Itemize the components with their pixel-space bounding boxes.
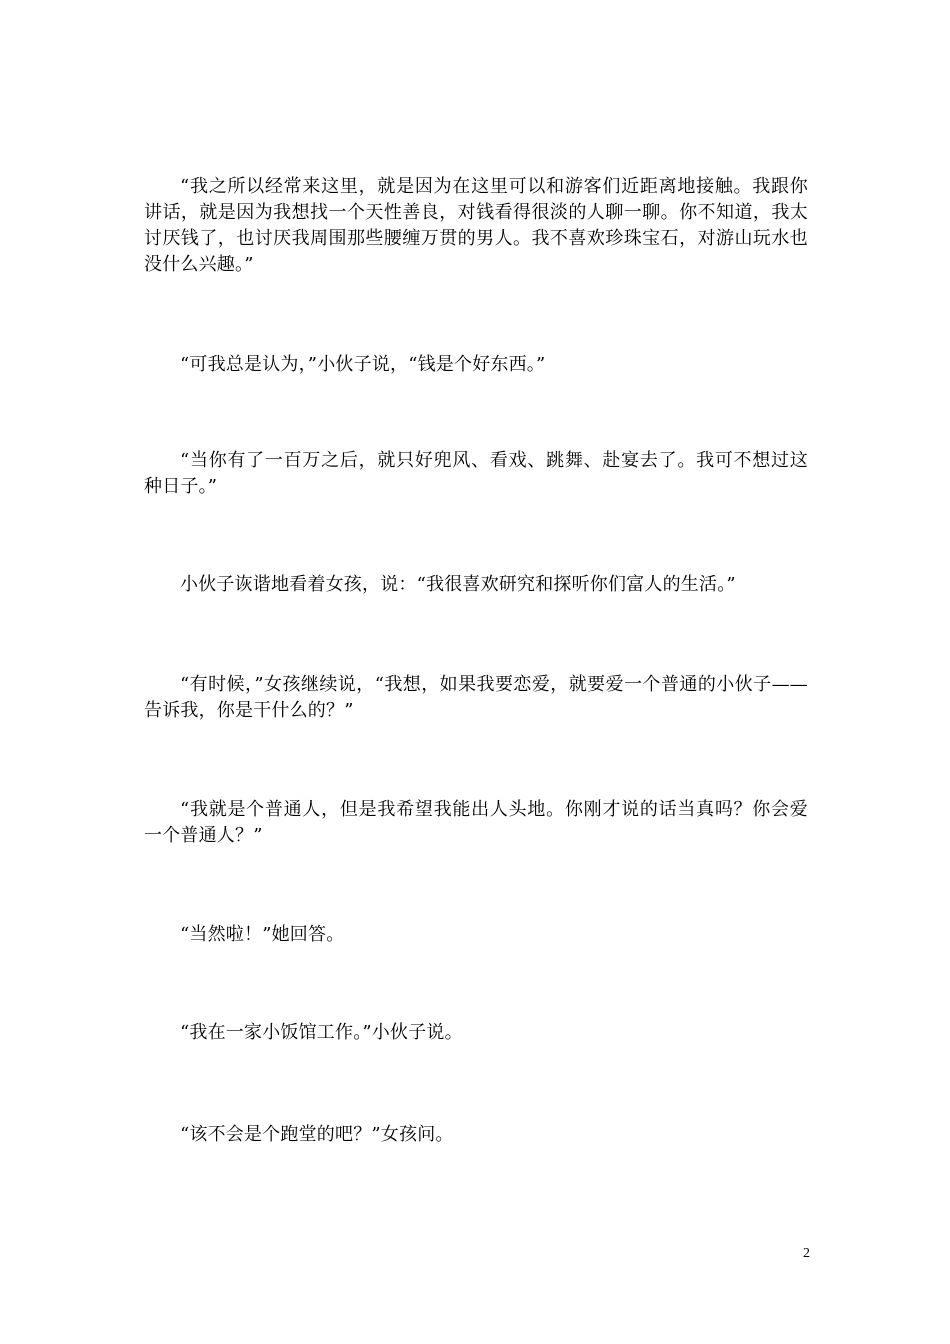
paragraph-7: “当然啦！”她回答。 bbox=[180, 924, 345, 945]
paragraph-4: 小伙子诙谐地看着女孩，说：“我很喜欢研究和探听你们富人的生活。” bbox=[180, 574, 736, 595]
paragraph-3: “当你有了一百万之后，就只好兜风、看戏、跳舞、赴宴去了。我可不想过这种日子。” bbox=[144, 450, 808, 497]
page-number: 2 bbox=[803, 1246, 810, 1261]
paragraph-5: “有时候，”女孩继续说，“我想，如果我要恋爱，就要爱一个普通的小伙子——告诉我，你是干什么的？” bbox=[144, 674, 808, 721]
paragraph-2: “可我总是认为，”小伙子说，“钱是个好东西。” bbox=[180, 354, 546, 375]
paragraph-6: “我就是个普通人，但是我希望我能出人头地。你刚才说的话当真吗？你会爱一个普通人？” bbox=[144, 799, 808, 846]
paragraph-8: “我在一家小饭馆工作。”小伙子说。 bbox=[180, 1022, 463, 1043]
paragraph-1: “我之所以经常来这里，就是因为在这里可以和游客们近距离地接触。我跟你讲话，就是因为我想找一个天性善良，对钱看得很淡的人聊一聊。你不知道，我太讨厌钱了，也讨厌我周围那些腰缠万贯的男人。我不喜欢珍珠宝石，对游山玩水也没什么兴趣。” bbox=[144, 176, 808, 275]
paragraph-9: “该不会是个跑堂的吧？”女孩问。 bbox=[180, 1124, 454, 1145]
